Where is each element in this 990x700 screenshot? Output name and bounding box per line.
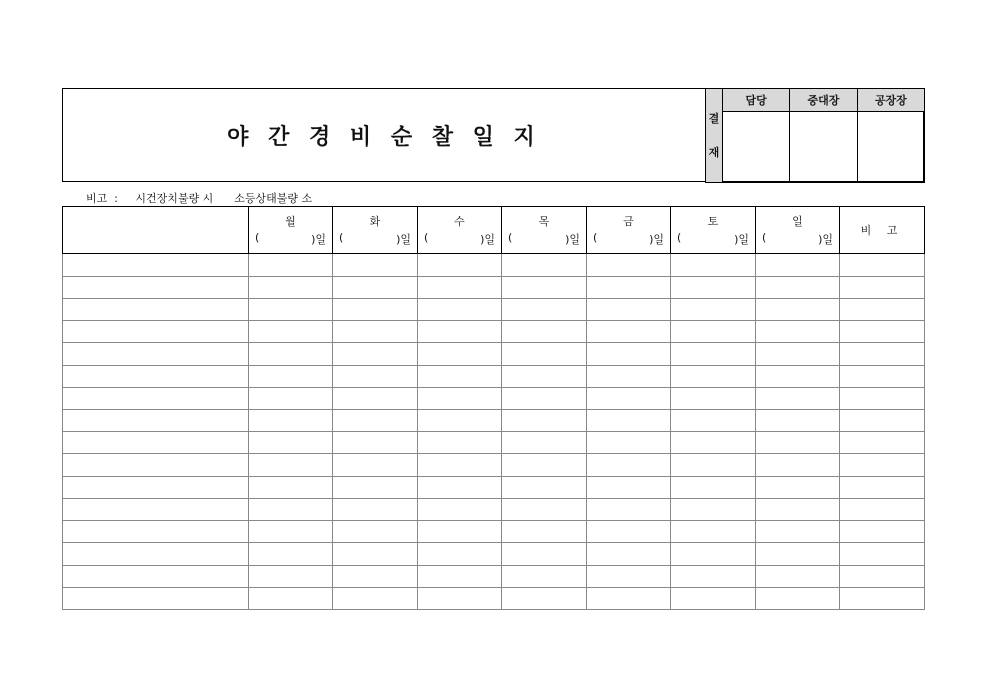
remark-cell[interactable] <box>840 410 925 432</box>
day-entry-cell[interactable] <box>587 321 671 343</box>
day-date[interactable] <box>762 231 833 247</box>
day-entry-cell[interactable] <box>671 410 756 432</box>
day-header-cell <box>587 207 671 254</box>
day-entry-cell[interactable] <box>249 498 333 520</box>
day-entry-cell[interactable] <box>249 454 333 476</box>
table-row <box>63 276 925 298</box>
day-entry-cell[interactable] <box>333 321 418 343</box>
item-cell[interactable] <box>63 432 249 454</box>
day-entry-cell[interactable] <box>587 498 671 520</box>
day-entry-cell[interactable] <box>249 387 333 409</box>
table-row <box>63 387 925 409</box>
table-row <box>63 543 925 565</box>
day-header-cell <box>671 207 756 254</box>
item-cell[interactable] <box>63 276 249 298</box>
day-entry-cell[interactable] <box>671 276 756 298</box>
table-row <box>63 454 925 476</box>
approval-box <box>705 88 925 183</box>
table-row <box>63 410 925 432</box>
day-entry-cell[interactable] <box>418 521 502 543</box>
day-entry-cell[interactable] <box>756 254 840 276</box>
item-cell[interactable] <box>63 387 249 409</box>
remark-cell[interactable] <box>840 476 925 498</box>
item-cell[interactable] <box>63 343 249 365</box>
table-row <box>63 343 925 365</box>
note-line: 비고 : 시건장치불량 시 소등상태불량 소 <box>86 192 313 205</box>
day-header-cell <box>333 207 418 254</box>
approval-label <box>706 89 723 183</box>
day-entry-cell[interactable] <box>587 454 671 476</box>
day-entry-cell[interactable] <box>671 543 756 565</box>
remark-cell[interactable] <box>840 587 925 609</box>
remark-cell[interactable] <box>840 276 925 298</box>
remark-cell[interactable] <box>840 298 925 320</box>
day-entry-cell[interactable] <box>502 543 587 565</box>
day-entry-cell[interactable] <box>587 254 671 276</box>
remark-cell[interactable] <box>840 498 925 520</box>
day-entry-cell[interactable] <box>333 432 418 454</box>
day-entry-cell[interactable] <box>587 432 671 454</box>
item-cell[interactable] <box>63 565 249 587</box>
item-cell[interactable] <box>63 476 249 498</box>
day-entry-cell[interactable] <box>249 476 333 498</box>
signature-field-captain[interactable] <box>790 112 857 183</box>
day-entry-cell[interactable] <box>756 365 840 387</box>
day-entry-cell[interactable] <box>587 343 671 365</box>
day-entry-cell[interactable] <box>418 432 502 454</box>
day-entry-cell[interactable] <box>333 498 418 520</box>
day-entry-cell[interactable] <box>502 587 587 609</box>
day-entry-cell[interactable] <box>671 521 756 543</box>
day-entry-cell[interactable] <box>333 521 418 543</box>
table-row <box>63 565 925 587</box>
item-cell[interactable] <box>63 254 249 276</box>
day-entry-cell[interactable] <box>671 321 756 343</box>
day-entry-cell[interactable] <box>418 343 502 365</box>
item-cell[interactable] <box>63 543 249 565</box>
day-entry-cell[interactable] <box>249 298 333 320</box>
item-cell[interactable] <box>63 410 249 432</box>
day-entry-cell[interactable] <box>587 410 671 432</box>
table-row <box>63 587 925 609</box>
remark-cell[interactable] <box>840 365 925 387</box>
day-entry-cell[interactable] <box>333 343 418 365</box>
day-entry-cell[interactable] <box>418 387 502 409</box>
day-entry-cell[interactable] <box>249 321 333 343</box>
day-entry-cell[interactable] <box>333 454 418 476</box>
table-row <box>63 476 925 498</box>
day-name: 월 <box>285 215 296 228</box>
day-header-cell <box>249 207 333 254</box>
day-entry-cell[interactable] <box>418 476 502 498</box>
day-entry-cell[interactable] <box>502 410 587 432</box>
day-entry-cell[interactable] <box>502 454 587 476</box>
day-entry-cell[interactable] <box>418 321 502 343</box>
day-entry-cell[interactable] <box>671 454 756 476</box>
day-entry-cell[interactable] <box>249 587 333 609</box>
remark-cell[interactable] <box>840 387 925 409</box>
day-name: 금 <box>623 215 634 228</box>
day-entry-cell[interactable] <box>671 365 756 387</box>
day-entry-cell[interactable] <box>502 298 587 320</box>
day-entry-cell[interactable] <box>249 254 333 276</box>
item-cell[interactable] <box>63 587 249 609</box>
day-entry-cell[interactable] <box>671 254 756 276</box>
approval-header-captain: 중대장 <box>790 89 857 112</box>
day-entry-cell[interactable] <box>756 432 840 454</box>
signature-field-manager[interactable] <box>723 112 790 183</box>
day-header-cell <box>756 207 840 254</box>
day-entry-cell[interactable] <box>756 298 840 320</box>
date-close: )일 <box>480 233 495 247</box>
day-entry-cell[interactable] <box>587 476 671 498</box>
approval-label-bottom: 재 <box>708 145 720 159</box>
day-entry-cell[interactable] <box>418 365 502 387</box>
remark-cell[interactable] <box>840 254 925 276</box>
day-entry-cell[interactable] <box>249 565 333 587</box>
header-box <box>62 88 924 182</box>
day-entry-cell[interactable] <box>671 565 756 587</box>
date-open: ( <box>255 231 260 245</box>
day-entry-cell[interactable] <box>587 587 671 609</box>
day-entry-cell[interactable] <box>333 410 418 432</box>
day-entry-cell[interactable] <box>502 387 587 409</box>
day-header-cell <box>502 207 587 254</box>
day-entry-cell[interactable] <box>671 498 756 520</box>
date-open: ( <box>677 231 682 245</box>
day-entry-cell[interactable] <box>671 432 756 454</box>
day-date[interactable] <box>508 231 580 247</box>
day-entry-cell[interactable] <box>587 298 671 320</box>
day-entry-cell[interactable] <box>671 387 756 409</box>
day-entry-cell[interactable] <box>671 298 756 320</box>
day-entry-cell[interactable] <box>502 276 587 298</box>
day-entry-cell[interactable] <box>756 454 840 476</box>
day-entry-cell[interactable] <box>249 410 333 432</box>
day-entry-cell[interactable] <box>756 498 840 520</box>
approval-label-top: 결 <box>708 111 720 125</box>
date-open: ( <box>424 231 429 245</box>
approval-header-factory-head: 공장장 <box>857 89 924 112</box>
day-date[interactable] <box>593 231 664 247</box>
item-cell[interactable] <box>63 521 249 543</box>
table-row <box>63 432 925 454</box>
day-entry-cell[interactable] <box>587 543 671 565</box>
date-close: )일 <box>565 233 580 247</box>
day-entry-cell[interactable] <box>502 565 587 587</box>
day-entry-cell[interactable] <box>418 587 502 609</box>
day-name: 목 <box>538 215 550 228</box>
day-entry-cell[interactable] <box>418 543 502 565</box>
day-date[interactable] <box>424 231 495 247</box>
table-row <box>63 254 925 276</box>
day-entry-cell[interactable] <box>333 365 418 387</box>
table-row <box>63 298 925 320</box>
day-entry-cell[interactable] <box>418 454 502 476</box>
day-entry-cell[interactable] <box>249 365 333 387</box>
day-entry-cell[interactable] <box>333 476 418 498</box>
day-entry-cell[interactable] <box>587 565 671 587</box>
day-entry-cell[interactable] <box>756 543 840 565</box>
day-date[interactable] <box>255 231 326 247</box>
date-open: ( <box>508 231 513 245</box>
day-entry-cell[interactable] <box>756 521 840 543</box>
item-cell[interactable] <box>63 365 249 387</box>
day-entry-cell[interactable] <box>249 343 333 365</box>
date-open: ( <box>339 231 344 245</box>
date-close: )일 <box>649 233 664 247</box>
item-cell[interactable] <box>63 498 249 520</box>
day-entry-cell[interactable] <box>333 254 418 276</box>
day-name: 일 <box>792 215 803 228</box>
day-entry-cell[interactable] <box>418 410 502 432</box>
day-header-cell <box>418 207 502 254</box>
day-entry-cell[interactable] <box>418 498 502 520</box>
item-header-cell <box>63 207 249 254</box>
remark-cell[interactable] <box>840 432 925 454</box>
day-entry-cell[interactable] <box>249 543 333 565</box>
date-close: )일 <box>734 233 749 247</box>
day-entry-cell[interactable] <box>756 321 840 343</box>
day-entry-cell[interactable] <box>502 521 587 543</box>
signature-field-factory-head[interactable] <box>857 112 924 183</box>
day-entry-cell[interactable] <box>756 587 840 609</box>
day-entry-cell[interactable] <box>587 365 671 387</box>
day-entry-cell[interactable] <box>333 387 418 409</box>
day-entry-cell[interactable] <box>249 432 333 454</box>
day-date[interactable] <box>677 231 749 247</box>
day-entry-cell[interactable] <box>333 298 418 320</box>
day-entry-cell[interactable] <box>333 276 418 298</box>
day-entry-cell[interactable] <box>333 587 418 609</box>
patrol-log-table <box>62 206 925 610</box>
day-entry-cell[interactable] <box>756 476 840 498</box>
date-close: )일 <box>396 233 411 247</box>
day-entry-cell[interactable] <box>587 276 671 298</box>
day-entry-cell[interactable] <box>587 387 671 409</box>
day-entry-cell[interactable] <box>502 432 587 454</box>
date-open: ( <box>762 231 767 245</box>
remark-cell[interactable] <box>840 543 925 565</box>
remark-cell[interactable] <box>840 521 925 543</box>
day-name: 화 <box>369 215 381 228</box>
day-entry-cell[interactable] <box>333 543 418 565</box>
remark-header-cell: 비 고 <box>840 207 925 254</box>
day-entry-cell[interactable] <box>502 365 587 387</box>
day-entry-cell[interactable] <box>249 276 333 298</box>
day-name: 토 <box>707 215 719 228</box>
day-entry-cell[interactable] <box>502 498 587 520</box>
day-entry-cell[interactable] <box>502 254 587 276</box>
remark-cell[interactable] <box>840 565 925 587</box>
item-cell[interactable] <box>63 298 249 320</box>
date-close: )일 <box>818 233 833 247</box>
table-row <box>63 321 925 343</box>
day-entry-cell[interactable] <box>249 521 333 543</box>
table-row <box>63 498 925 520</box>
day-entry-cell[interactable] <box>418 254 502 276</box>
day-entry-cell[interactable] <box>333 565 418 587</box>
remark-cell[interactable] <box>840 454 925 476</box>
item-cell[interactable] <box>63 321 249 343</box>
day-entry-cell[interactable] <box>756 387 840 409</box>
page-title: 야 간 경 비 순 찰 일 지 <box>227 124 541 150</box>
date-close: )일 <box>311 233 326 247</box>
day-entry-cell[interactable] <box>671 476 756 498</box>
remark-cell[interactable] <box>840 343 925 365</box>
day-name: 수 <box>454 215 465 228</box>
item-cell[interactable] <box>63 454 249 476</box>
approval-header-manager: 담당 <box>723 89 790 112</box>
table-row <box>63 521 925 543</box>
day-entry-cell[interactable] <box>756 343 840 365</box>
day-entry-cell[interactable] <box>502 343 587 365</box>
day-entry-cell[interactable] <box>756 276 840 298</box>
day-entry-cell[interactable] <box>756 565 840 587</box>
day-entry-cell[interactable] <box>502 476 587 498</box>
day-entry-cell[interactable] <box>502 321 587 343</box>
day-entry-cell[interactable] <box>756 410 840 432</box>
date-open: ( <box>593 231 598 245</box>
day-entry-cell[interactable] <box>587 521 671 543</box>
day-entry-cell[interactable] <box>671 343 756 365</box>
remark-cell[interactable] <box>840 321 925 343</box>
day-date[interactable] <box>339 231 411 247</box>
day-entry-cell[interactable] <box>418 276 502 298</box>
day-entry-cell[interactable] <box>418 565 502 587</box>
table-row <box>63 365 925 387</box>
day-entry-cell[interactable] <box>418 298 502 320</box>
day-entry-cell[interactable] <box>671 587 756 609</box>
